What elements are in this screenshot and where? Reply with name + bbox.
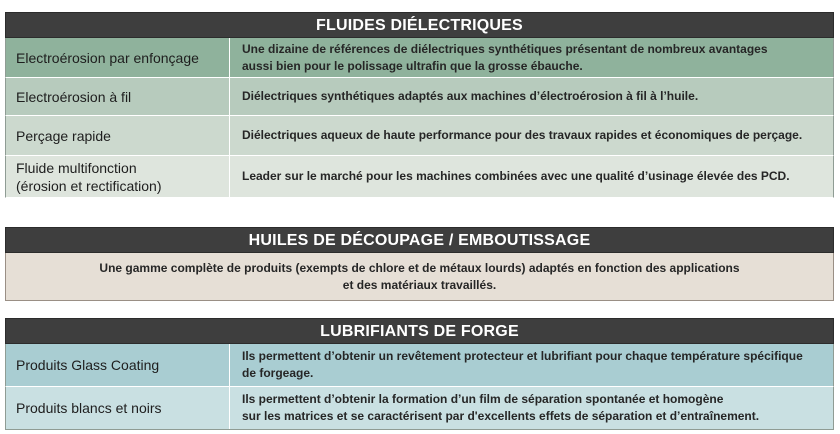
- huiles-section: [5, 227, 834, 301]
- fluides-row-description: Diélectriques synthétiques adaptés aux machines d’électroérosion à fil à l’huile.: [242, 89, 699, 103]
- lubrifiants-row-blancs-noirs: [5, 387, 834, 430]
- fluides-section: [5, 12, 834, 198]
- fluides-row-label: Fluide multifonction (érosion et rectification): [6, 156, 230, 197]
- lubrifiants-section: [5, 318, 834, 430]
- lubrifiants-row-description: Ils permettent d’obtenir un revêtement protecteur et lubrifiant pour chaque température spécifique de forgeage.: [242, 349, 803, 380]
- lubrifiants-row-description: Ils permettent d’obtenir la formation d’un film de séparation spontanée et homogène sur les matrices et se caractérisent par d'excellents effets de séparation et d’entraînement.: [242, 392, 760, 423]
- lubrifiants-row-glass-coating: [5, 344, 834, 387]
- fluides-row-description: Une dizaine de références de diélectriques synthétiques présentant de nombreux avantages aussi bien pour le polissage ultrafin que la grosse ébauche.: [242, 41, 768, 73]
- fluides-row-label: Electroérosion par enfonçage: [6, 38, 230, 77]
- fluides-row-fil: [5, 78, 834, 116]
- lubrifiants-row-label: Produits blancs et noirs: [6, 387, 230, 429]
- lubrifiants-row-label: Produits Glass Coating: [6, 344, 230, 386]
- fluides-row-description: Leader sur le marché pour les machines combinées avec une qualité d’usinage élevée des PCD.: [242, 169, 790, 183]
- lubrifiants-header: LUBRIFIANTS DE FORGE: [5, 318, 834, 344]
- fluides-row-enfoncage: [5, 38, 834, 78]
- fluides-row-description: Diélectriques aqueux de haute performance pour des travaux rapides et économiques de perçage.: [242, 128, 803, 142]
- huiles-description: Une gamme complète de produits (exempts de chlore et de métaux lourds) adaptés en fonction des applications et des matériaux travaillés.: [5, 253, 834, 301]
- fluides-row-multifonction: [5, 156, 834, 198]
- fluides-row-percage: [5, 116, 834, 156]
- fluides-header: FLUIDES DIÉLECTRIQUES: [5, 12, 834, 38]
- fluides-row-label: Perçage rapide: [6, 116, 230, 155]
- huiles-header: HUILES DE DÉCOUPAGE / EMBOUTISSAGE: [5, 227, 834, 253]
- fluides-row-label: Electroérosion à fil: [6, 78, 230, 115]
